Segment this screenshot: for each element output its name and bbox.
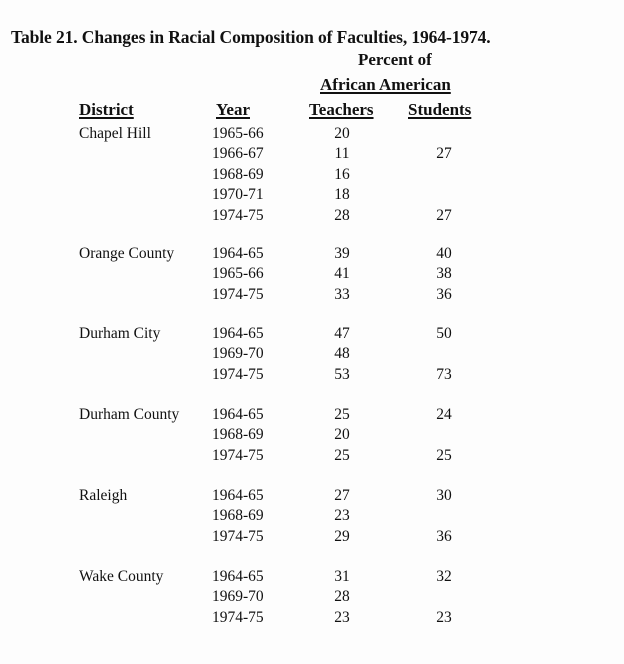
- students-percent-cell: 24: [436, 406, 452, 423]
- table-row: [0, 568, 624, 588]
- year-cell: 1964-65: [212, 406, 264, 423]
- teachers-percent-cell: 25: [334, 446, 350, 464]
- students-percent-cell: 30: [436, 487, 452, 504]
- table-title: Table 21. Changes in Racial Composition of Faculties, 1964-1974.: [11, 27, 491, 47]
- year-cell: 1968-69: [212, 426, 264, 444]
- district-name: Durham County: [79, 406, 180, 423]
- teachers-percent-cell: 20: [334, 426, 350, 444]
- year-cell: 1964-65: [212, 487, 264, 504]
- teachers-percent-cell: 20: [334, 125, 350, 142]
- teachers-percent-cell: 39: [334, 245, 350, 262]
- teachers-percent-cell: 23: [334, 507, 350, 525]
- table-row: [0, 487, 624, 507]
- students-percent-cell: 27: [436, 206, 452, 224]
- teachers-percent-cell: 23: [334, 608, 350, 626]
- students-percent-cell: 36: [436, 527, 452, 545]
- students-column-header: Students: [408, 100, 472, 119]
- students-percent-cell: 50: [436, 325, 452, 342]
- teachers-percent-cell: 28: [334, 206, 350, 224]
- teachers-percent-cell: 18: [334, 186, 350, 204]
- teachers-percent-cell: 25: [334, 406, 350, 423]
- teachers-percent-cell: 33: [334, 285, 350, 303]
- table-row: [0, 447, 624, 467]
- year-cell: 1964-65: [212, 325, 264, 342]
- year-cell: 1970-71: [212, 186, 264, 204]
- year-cell: 1966-67: [212, 145, 264, 163]
- table-row: [0, 406, 624, 426]
- teachers-percent-cell: 48: [334, 345, 350, 363]
- students-percent-cell: 32: [436, 568, 452, 585]
- table-row: [0, 366, 624, 386]
- table-row: [0, 286, 624, 306]
- year-cell: 1965-66: [212, 125, 264, 142]
- teachers-percent-cell: 29: [334, 527, 350, 545]
- year-cell: 1974-75: [212, 527, 264, 545]
- year-cell: 1965-66: [212, 265, 264, 283]
- table-row: [0, 125, 624, 145]
- students-percent-cell: 36: [436, 285, 452, 303]
- district-name: Raleigh: [79, 487, 128, 504]
- students-percent-cell: 40: [436, 245, 452, 262]
- year-cell: 1974-75: [212, 206, 264, 224]
- students-percent-cell: 25: [436, 446, 452, 464]
- table-row: [0, 426, 624, 446]
- year-cell: 1974-75: [212, 365, 264, 383]
- teachers-percent-cell: 28: [334, 588, 350, 606]
- percent-of-header: Percent of: [358, 50, 432, 69]
- year-cell: 1968-69: [212, 507, 264, 525]
- teachers-percent-cell: 53: [334, 365, 350, 383]
- teachers-column-header: Teachers: [309, 100, 374, 119]
- table-row: [0, 507, 624, 527]
- students-percent-cell: 27: [436, 145, 452, 163]
- year-cell: 1974-75: [212, 285, 264, 303]
- students-percent-cell: 73: [436, 365, 452, 383]
- teachers-percent-cell: 16: [334, 165, 350, 183]
- teachers-percent-cell: 27: [334, 487, 350, 504]
- district-name: Chapel Hill: [79, 125, 151, 142]
- year-column-header: Year: [216, 100, 250, 119]
- table-row: [0, 145, 624, 165]
- year-cell: 1964-65: [212, 245, 264, 262]
- table-row: [0, 245, 624, 265]
- table-row: [0, 325, 624, 345]
- district-name: Wake County: [79, 568, 164, 585]
- year-cell: 1969-70: [212, 345, 264, 363]
- table-row: [0, 166, 624, 186]
- district-column-header: District: [79, 100, 134, 119]
- year-cell: 1968-69: [212, 165, 264, 183]
- district-name: Orange County: [79, 245, 175, 262]
- table-row: [0, 207, 624, 227]
- teachers-percent-cell: 47: [334, 325, 350, 342]
- students-percent-cell: 38: [436, 265, 452, 283]
- year-cell: 1974-75: [212, 608, 264, 626]
- table-row: [0, 588, 624, 608]
- year-cell: 1964-65: [212, 568, 264, 585]
- african-american-header: African American: [320, 75, 451, 94]
- year-cell: 1974-75: [212, 446, 264, 464]
- table-row: [0, 528, 624, 548]
- teachers-percent-cell: 31: [334, 568, 350, 585]
- year-cell: 1969-70: [212, 588, 264, 606]
- teachers-percent-cell: 41: [334, 265, 350, 283]
- district-name: Durham City: [79, 325, 161, 342]
- table-row: [0, 265, 624, 285]
- table-row: [0, 609, 624, 629]
- table-row: [0, 345, 624, 365]
- students-percent-cell: 23: [436, 608, 452, 626]
- teachers-percent-cell: 11: [334, 145, 350, 163]
- table-row: [0, 186, 624, 206]
